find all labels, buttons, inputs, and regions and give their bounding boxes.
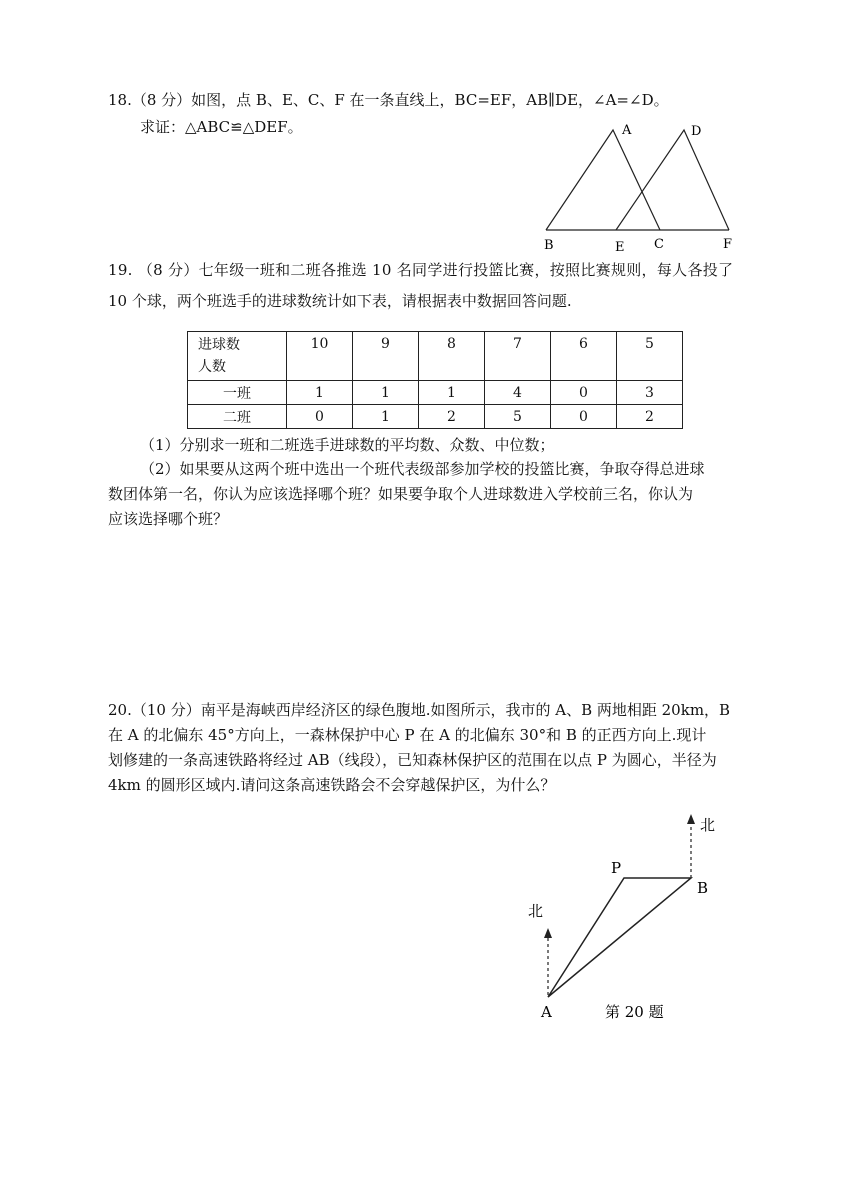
north-arrow-b-head bbox=[687, 814, 695, 824]
goal-cell: 8 bbox=[419, 332, 485, 381]
q19-subquestion-2-line1: （2）如果要从这两个班中选出一个班代表级部参加学校的投篮比赛，争取夺得总进球 bbox=[140, 460, 705, 478]
goal-cell: 6 bbox=[551, 332, 617, 381]
q19-statement-line2: 10 个球，两个班选手的进球数统计如下表，请根据表中数据回答问题. bbox=[108, 292, 572, 310]
count-cell: 2 bbox=[419, 405, 485, 429]
label-p: P bbox=[611, 859, 622, 877]
class-name-cell: 一班 bbox=[188, 381, 287, 405]
header-corner-cell bbox=[188, 332, 287, 381]
q18-triangle-figure bbox=[536, 118, 746, 256]
class-name-cell: 二班 bbox=[188, 405, 287, 429]
label-a: A bbox=[622, 123, 632, 138]
triangle-apb bbox=[548, 878, 691, 997]
label-a: A bbox=[541, 1003, 552, 1021]
header-people-label: 人数 bbox=[198, 359, 226, 375]
count-cell: 4 bbox=[485, 381, 551, 405]
label-d: D bbox=[691, 124, 702, 139]
q18-statement: 18.（8 分）如图，点 B、E、C、F 在一条直线上，BC=EF，AB∥DE，∠A=∠D。 bbox=[108, 91, 669, 109]
count-cell: 1 bbox=[353, 405, 419, 429]
north-label-a: 北 bbox=[528, 902, 544, 920]
goal-cell: 10 bbox=[287, 332, 353, 381]
table-header-row bbox=[188, 332, 683, 381]
q20-statement-line3: 划修建的一条高速铁路将经过 AB（线段），已知森林保护区的范围在以点 P 为圆心，半径为 bbox=[108, 751, 717, 769]
label-b: B bbox=[544, 238, 554, 253]
count-cell: 2 bbox=[617, 405, 683, 429]
label-c: C bbox=[654, 237, 664, 252]
q19-score-table bbox=[187, 331, 683, 429]
count-cell: 0 bbox=[287, 405, 353, 429]
table-row bbox=[188, 381, 683, 405]
label-b: B bbox=[697, 879, 709, 897]
triangle-abc bbox=[546, 130, 660, 230]
count-cell: 1 bbox=[287, 381, 353, 405]
q18-prove-statement: 求证：△ABC≌△DEF。 bbox=[140, 118, 303, 136]
goal-cell: 7 bbox=[485, 332, 551, 381]
count-cell: 0 bbox=[551, 381, 617, 405]
triangle-def bbox=[616, 130, 729, 230]
count-cell: 3 bbox=[617, 381, 683, 405]
q20-statement-line1: 20.（10 分）南平是海峡西岸经济区的绿色腹地.如图所示，我市的 A、B 两地相距 20km，B bbox=[108, 701, 731, 719]
table-row bbox=[188, 405, 683, 429]
q19-statement-line1: 19. （8 分）七年级一班和二班各推选 10 名同学进行投篮比赛，按照比赛规则，每人各投了 bbox=[108, 261, 734, 279]
q19-subquestion-2-line2: 数团体第一名，你认为应该选择哪个班？如果要争取个人进球数进入学校前三名，你认为 bbox=[108, 485, 694, 503]
label-f: F bbox=[723, 237, 733, 252]
figure-caption: 第 20 题 bbox=[605, 1003, 664, 1021]
q20-statement-line2: 在 A 的北偏东 45°方向上，一森林保护中心 P 在 A 的北偏东 30°和 B 的正西方向上.现计 bbox=[108, 726, 707, 744]
north-label-b: 北 bbox=[700, 816, 716, 834]
q20-statement-line4: 4km 的圆形区域内.请问这条高速铁路会不会穿越保护区，为什么？ bbox=[108, 776, 556, 794]
label-e: E bbox=[615, 240, 625, 255]
north-arrow-a-head bbox=[544, 928, 552, 938]
count-cell: 5 bbox=[485, 405, 551, 429]
goal-cell: 9 bbox=[353, 332, 419, 381]
q19-subquestion-1: （1）分别求一班和二班选手进球数的平均数、众数、中位数； bbox=[140, 436, 555, 454]
goal-cell: 5 bbox=[617, 332, 683, 381]
count-cell: 1 bbox=[353, 381, 419, 405]
count-cell: 1 bbox=[419, 381, 485, 405]
q20-map-figure bbox=[520, 810, 750, 1025]
q19-subquestion-2-line3: 应该选择哪个班？ bbox=[108, 510, 229, 528]
count-cell: 0 bbox=[551, 405, 617, 429]
header-goals-label: 进球数 bbox=[198, 337, 240, 353]
